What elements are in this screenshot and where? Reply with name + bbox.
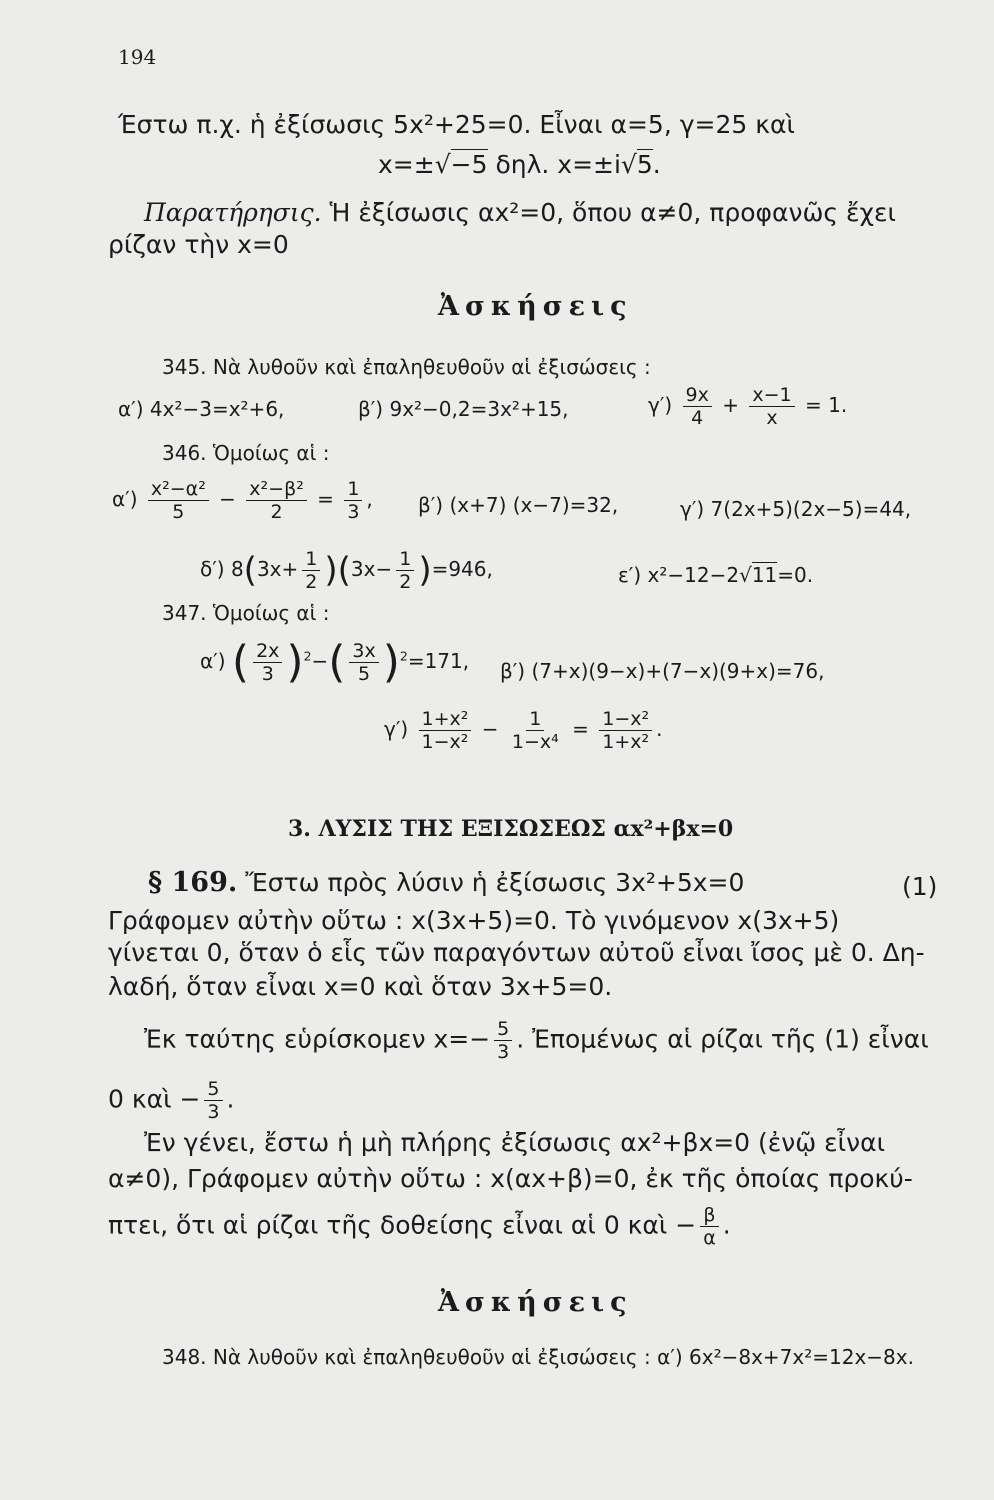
exercise-347-c: γ′) $\frac{\text{1+x²}}{\text{1−x²}}$ − $\frac{1}{\text{1−x⁴}}$ = $\frac{\text{1−x²}}{\text{1+x²}}$ . [384,708,663,753]
fraction: $\frac{2x}{3}$ [253,640,282,685]
paragraph-169-line-1 [148,868,744,898]
radicand: 11 [751,563,778,587]
equation-tag: (1) [902,872,938,901]
fraction: $\frac{1}{3}$ [344,478,362,523]
label-c: γ′) [384,717,409,741]
example-line-1: Έστω π.χ. ἡ ἐξίσωσις 5x²+25=0. Εἶναι α=5, γ=25 καὶ [118,110,795,139]
fraction: $\frac{5}{3}$ [204,1078,222,1123]
paragraph-number: § 169. [148,867,238,898]
exercise-346-b: β′) (x+7) (x−7)=32, [418,493,619,517]
paragraph-169-line-4: λαδή, ὅταν εἶναι x=0 καὶ ὅταν 3x+5=0. [108,972,613,1001]
equation-rhs: =171, [407,649,470,673]
text: . [722,1210,731,1240]
exercise-347-heading: 347. Ὁμοίως αἱ : [162,601,330,625]
exercises-title: Ἀσκήσεις [438,291,633,322]
text: Ἐκ ταύτης εὑρίσκομεν x=− [144,1024,491,1054]
section-heading: 3. ΛΥΣΙΣ ΤΗΣ ΕΞΙΣΩΣΕΩΣ αx²+βx=0 [288,816,734,842]
exercise-345-c: γ′) $\frac{9x}{4}$ + $\frac{x-1}{x}$ = 1. [648,384,848,429]
example-lead: x=± [378,150,435,179]
exercise-345-b: β′) 9x²−0,2=3x²+15, [358,397,569,421]
radicand-1: −5 [450,150,488,179]
text: 0 καὶ − [108,1084,201,1114]
paragraph-text: Ἔστω πρὸς λύσιν ἡ ἐξίσωσις 3x²+5x=0 [237,868,745,897]
equation-rhs: = 1. [805,393,848,417]
text: . Ἐπομένως αἱ ρίζαι τῆς (1) εἶναι [516,1024,929,1054]
label-a: α′) [112,487,138,511]
fraction: $\frac{5}{3}$ [494,1018,512,1063]
fraction: $\frac{1}{2}$ [302,548,320,593]
exercise-347-a: α′) ( $\frac{2x}{3}$ )$^2$−( $\frac{3x}{5}$ )$^2$=171, [200,636,470,688]
text: . [226,1084,235,1114]
fraction: $\frac{1}{2}$ [396,548,414,593]
example-mid: δηλ. x=±i [487,150,621,179]
exercise-348: 348. Νὰ λυθοῦν καὶ ἐπαληθευθοῦν αἱ ἐξισώσεις : α′) 6x²−8x+7x²=12x−8x. [162,1345,914,1369]
exercise-345-a: α′) 4x²−3=x²+6, [118,397,285,421]
remark-text: Ἡ ἐξίσωσις αx²=0, ὅπου α≠0, προφανῶς ἔχει [321,198,896,227]
fraction: $\frac{9x}{4}$ [683,384,712,429]
fraction: $\frac{\beta}{\alpha}$ [700,1204,719,1249]
radicand-2: 5 [636,150,653,179]
label-d: δ′) 8 [200,557,244,581]
exercise-346-a: α′) $\frac{\text{x²−α²}}{5}$ − $\frac{\text{x²−β²}}{2}$ = $\frac{1}{3}$ , [112,478,373,523]
fraction: $\frac{x-1}{x}$ [749,384,794,429]
exercise-346-heading: 346. Ὁμοίως αἱ : [162,441,330,465]
fraction: $\frac{\text{1−x²}}{\text{1+x²}}$ [599,708,652,753]
remark-line-1 [144,198,896,228]
exercise-345-heading: 345. Νὰ λυθοῦν καὶ ἐπαληθευθοῦν αἱ ἐξισώσεις : [162,355,651,379]
label-e: ε′) x²−12−2 [618,563,740,587]
exercise-347-b: β′) (7+x)(9−x)+(7−x)(9+x)=76, [500,659,825,683]
paragraph-169-line-2: Γράφομεν αὐτὴν οὕτω : x(3x+5)=0. Τὸ γινόμενον x(3x+5) [108,906,840,935]
factor-2: 3x− [350,557,393,581]
exercise-346-e: ε′) x²−12−2√11=0. [618,563,814,587]
equation-rhs: =946, [431,557,493,581]
fraction: $\frac{\text{x²−α²}}{5}$ [148,478,209,523]
paragraph-169-line-3: γίνεται 0, ὅταν ὁ εἷς τῶν παραγόντων αὐτοῦ εἶναι ἴσος μὲ 0. Δη- [108,938,925,967]
exercises-title-2: Ἀσκήσεις [438,1287,633,1318]
paragraph-169-line-5 [144,1018,929,1063]
general-line-1: Ἐν γένει, ἔστω ἡ μὴ πλήρης ἐξίσωσις αx²+βx=0 (ἐνῷ εἶναι [144,1128,886,1157]
fraction: $\frac{1}{\text{1−x⁴}}$ [511,708,559,753]
remark-label: Παρατήρησις. [144,198,322,227]
example-line-2: x=±√−5 δηλ. x=±i√5. [378,150,661,179]
exercise-346-d: δ′) 8(3x+ $\frac{1}{2}$ )(3x− $\frac{1}{2}$ )=946, [200,548,493,593]
exercise-346-c: γ′) 7(2x+5)(2x−5)=44, [680,497,912,521]
page-number: 194 [118,45,157,69]
fraction: $\frac{3x}{5}$ [349,640,378,685]
equation-rhs: =0. [777,563,814,587]
fraction: $\frac{\text{1+x²}}{\text{1−x²}}$ [419,708,472,753]
fraction: $\frac{\text{x²−β²}}{2}$ [246,478,307,523]
factor-1: 3x+ [256,557,299,581]
remark-line-2: ρίζαν τὴν x=0 [108,230,289,259]
example-end: . [652,150,661,179]
paragraph-169-line-6 [108,1078,234,1123]
general-line-3 [108,1204,731,1249]
general-line-2: α≠0), Γράφομεν αὐτὴν οὕτω : x(αx+β)=0, ἐκ τῆς ὁποίας προκύ- [108,1164,913,1193]
label-a: α′) [200,649,226,673]
text: πτει, ὅτι αἱ ρίζαι τῆς δοθείσης εἶναι αἱ 0 καὶ − [108,1210,697,1240]
label-c: γ′) [648,393,673,417]
